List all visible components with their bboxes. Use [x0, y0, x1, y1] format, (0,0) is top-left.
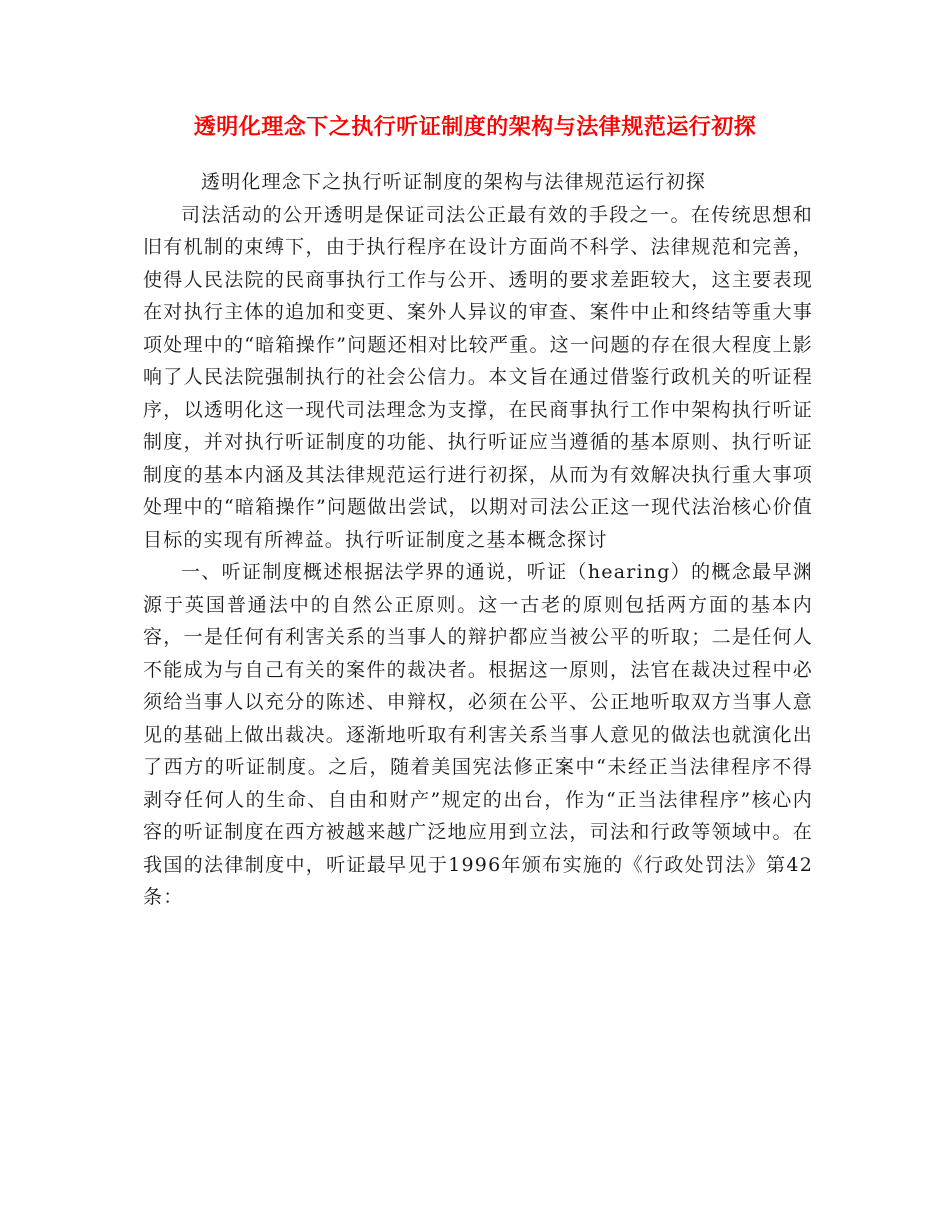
document-body — [143, 166, 813, 914]
document-subtitle: 透明化理念下之执行听证制度的架构与法律规范运行初探 — [201, 171, 707, 193]
paragraph-2: 一、听证制度概述根据法学界的通说，听证（hearing）的概念最早渊源于英国普通法中的自然公正原则。这一古老的原则包括两方面的基本内容，一是任何有利害关系的当事人的辩护都应当被公平的听取；二是任何人不能成为与自己有关的案件的裁决者。根据这一原则，法官在裁决过程中必须给当事人以充分的陈述、申辩权，必须在公平、公正地听取双方当事人意见的基础上做出裁决。逐渐地听取有利害关系当事人意见的做法也就演化出了西方的听证制度。之后，随着美国宪法修正案中“未经正当法律程序不得剥夺任何人的生命、自由和财产”规定的出台，作为“正当法律程序”核心内容的听证制度在西方被越来越广泛地应用到立法，司法和行政等领域中。在我国的法律制度中，听证最早见于1996年颁布实施的《行政处罚法》第42条： — [143, 561, 813, 908]
paragraph-1: 司法活动的公开透明是保证司法公正最有效的手段之一。在传统思想和旧有机制的束缚下，由于执行程序在设计方面尚不科学、法律规范和完善，使得人民法院的民商事执行工作与公开、透明的要求差距较大，这主要表现在对执行主体的追加和变更、案外人异议的审查、案件中止和终结等重大事项处理中的“暗箱操作”问题还相对比较严重。这一问题的存在很大程度上影响了人民法院强制执行的社会公信力。本文旨在通过借鉴行政机关的听证程序，以透明化这一现代司法理念为支撑，在民商事执行工作中架构执行听证制度，并对执行听证制度的功能、执行听证应当遵循的基本原则、执行听证制度的基本内涵及其法律规范运行进行初探，从而为有效解决执行重大事项处理中的“暗箱操作”问题做出尝试，以期对司法公正这一现代法治核心价值目标的实现有所裨益。执行听证制度之基本概念探讨 — [143, 203, 813, 551]
document-title: 透明化理念下之执行听证制度的架构与法律规范运行初探 — [193, 114, 757, 140]
